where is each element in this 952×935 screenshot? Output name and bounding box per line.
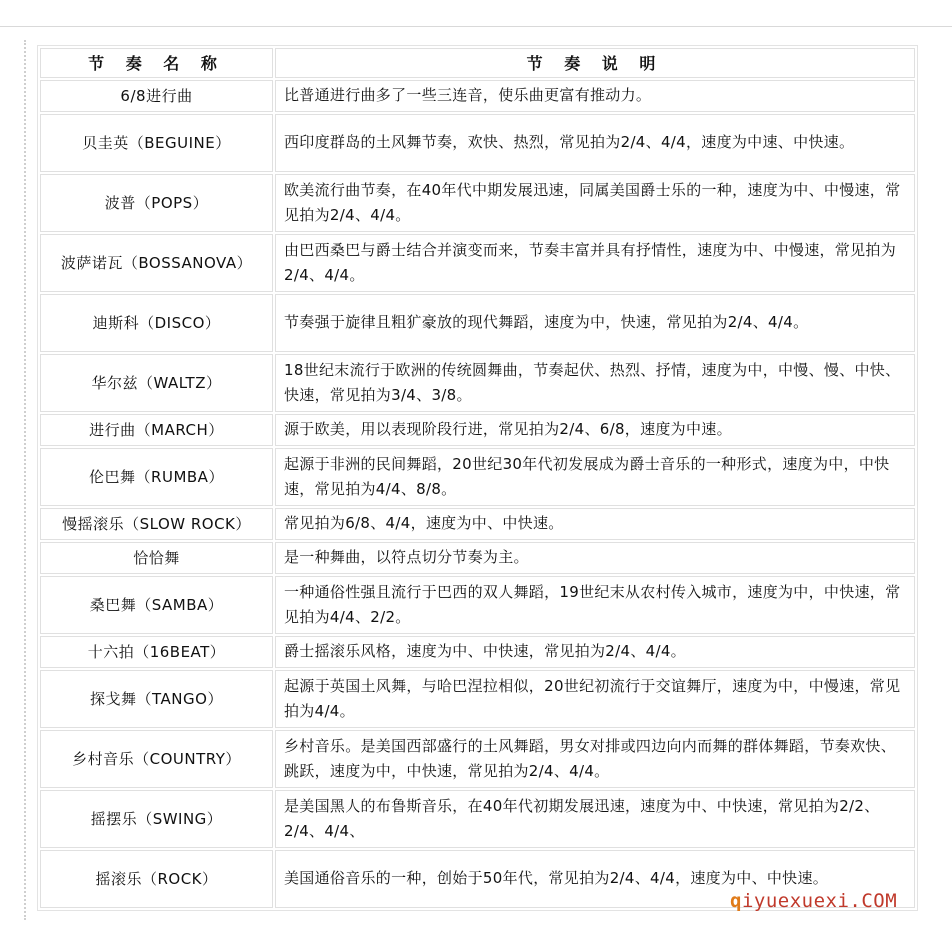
rhythm-description-cell: 乡村音乐。是美国西部盛行的土风舞蹈，男女对排或四边向内而舞的群体舞蹈，节奏欢快、跳跃，速度为中，中快速，常见拍为2/4、4/4。 xyxy=(275,730,915,788)
rhythm-description-cell: 欧美流行曲节奏，在40年代中期发展迅速，同属美国爵士乐的一种，速度为中、中慢速，常见拍为2/4、4/4。 xyxy=(275,174,915,232)
rhythm-name-cell: 进行曲（MARCH） xyxy=(40,414,273,446)
rhythm-name-cell: 十六拍（16BEAT） xyxy=(40,636,273,668)
rhythm-description-cell: 18世纪末流行于欧洲的传统圆舞曲，节奏起伏、热烈、抒情，速度为中，中慢、慢、中快、快速，常见拍为3/4、3/8。 xyxy=(275,354,915,412)
rhythm-description-cell: 起源于英国土风舞，与哈巴涅拉相似，20世纪初流行于交谊舞厅，速度为中，中慢速，常见拍为4/4。 xyxy=(275,670,915,728)
rhythm-name-cell: 摇滚乐（ROCK） xyxy=(40,850,273,908)
watermark-text: iyuexuexi.COM xyxy=(741,890,898,912)
table-row xyxy=(40,80,915,112)
table-row xyxy=(40,448,915,506)
rhythm-name-cell: 伦巴舞（RUMBA） xyxy=(40,448,273,506)
table-row xyxy=(40,636,915,668)
rhythm-name-cell: 乡村音乐（COUNTRY） xyxy=(40,730,273,788)
rhythm-description-cell: 由巴西桑巴与爵士结合并演变而来，节奏丰富并具有抒情性，速度为中、中慢速，常见拍为2/4、4/4。 xyxy=(275,234,915,292)
rhythm-name-cell: 6/8进行曲 xyxy=(40,80,273,112)
table-row xyxy=(40,576,915,634)
rhythm-name-cell: 桑巴舞（SAMBA） xyxy=(40,576,273,634)
left-dotted-border xyxy=(24,40,29,920)
table-row xyxy=(40,730,915,788)
table-row xyxy=(40,234,915,292)
top-divider xyxy=(0,26,952,27)
rhythm-table xyxy=(38,46,917,910)
rhythm-name-cell: 波萨诺瓦（BOSSANOVA） xyxy=(40,234,273,292)
rhythm-name-cell: 迪斯科（DISCO） xyxy=(40,294,273,352)
rhythm-name-cell: 恰恰舞 xyxy=(40,542,273,574)
rhythm-description-cell: 爵士摇滚乐风格，速度为中、中快速，常见拍为2/4、4/4。 xyxy=(275,636,915,668)
rhythm-name-cell: 贝圭英（BEGUINE） xyxy=(40,114,273,172)
site-watermark xyxy=(730,890,897,912)
table-row xyxy=(40,508,915,540)
rhythm-description-cell: 是美国黑人的布鲁斯音乐，在40年代初期发展迅速，速度为中、中快速，常见拍为2/2、2/4、4/4、 xyxy=(275,790,915,848)
rhythm-description-cell: 是一种舞曲，以符点切分节奏为主。 xyxy=(275,542,915,574)
rhythm-description-cell: 一种通俗性强且流行于巴西的双人舞蹈，19世纪末从农村传入城市，速度为中，中快速，常见拍为4/4、2/2。 xyxy=(275,576,915,634)
rhythm-description-cell: 西印度群岛的土风舞节奏，欢快、热烈，常见拍为2/4、4/4，速度为中速、中快速。 xyxy=(275,114,915,172)
rhythm-description-cell: 比普通进行曲多了一些三连音，使乐曲更富有推动力。 xyxy=(275,80,915,112)
rhythm-name-cell: 慢摇滚乐（SLOW ROCK） xyxy=(40,508,273,540)
table-row xyxy=(40,294,915,352)
rhythm-name-cell: 摇摆乐（SWING） xyxy=(40,790,273,848)
rhythm-description-cell: 常见拍为6/8、4/4，速度为中、中快速。 xyxy=(275,508,915,540)
table-row xyxy=(40,114,915,172)
rhythm-name-cell: 波普（POPS） xyxy=(40,174,273,232)
rhythm-name-cell: 华尔兹（WALTZ） xyxy=(40,354,273,412)
table-row xyxy=(40,670,915,728)
table-row xyxy=(40,790,915,848)
table-row xyxy=(40,174,915,232)
table-row xyxy=(40,354,915,412)
header-rhythm-name: 节 奏 名 称 xyxy=(40,48,273,78)
rhythm-description-cell: 起源于非洲的民间舞蹈，20世纪30年代初发展成为爵士音乐的一种形式，速度为中，中快速，常见拍为4/4、8/8。 xyxy=(275,448,915,506)
rhythm-description-cell: 美国通俗音乐的一种，创始于50年代，常见拍为2/4、4/4，速度为中、中快速。 xyxy=(275,850,915,908)
table-header-row xyxy=(40,48,915,78)
watermark-lead-letter: q xyxy=(730,890,742,912)
rhythm-name-cell: 探戈舞（TANGO） xyxy=(40,670,273,728)
rhythm-description-cell: 源于欧美，用以表现阶段行进，常见拍为2/4、6/8，速度为中速。 xyxy=(275,414,915,446)
header-rhythm-description: 节 奏 说 明 xyxy=(275,48,915,78)
table-row xyxy=(40,542,915,574)
rhythm-description-cell: 节奏强于旋律且粗犷豪放的现代舞蹈，速度为中，快速，常见拍为2/4、4/4。 xyxy=(275,294,915,352)
table-row xyxy=(40,414,915,446)
